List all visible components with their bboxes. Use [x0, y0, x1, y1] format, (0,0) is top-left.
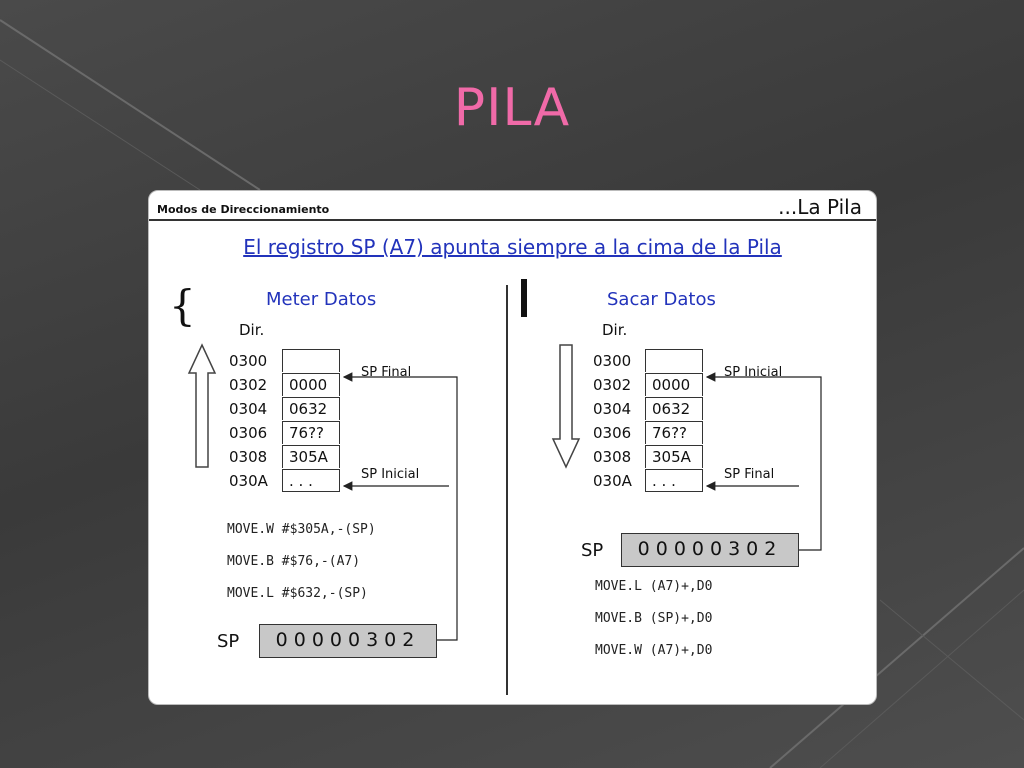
left-code-line: MOVE.L #$632,-(SP) — [227, 586, 368, 601]
right-pointer-top-label: SP Inicial — [724, 365, 783, 380]
left-address: 0304 — [229, 400, 268, 418]
left-stack-cell: 76?? — [282, 421, 340, 444]
right-code-line: MOVE.B (SP)+,D0 — [595, 611, 713, 626]
left-dir-label: Dir. — [239, 321, 265, 339]
left-sp-label: SP — [217, 631, 240, 652]
left-address: 030A — [229, 472, 268, 490]
panel-subtitle: El registro SP (A7) apunta siempre a la cima de la Pila — [243, 235, 782, 259]
left-pointer-top-label: SP Final — [361, 365, 412, 380]
left-sp-final-pointer — [344, 377, 457, 640]
right-stack-cell: 0632 — [645, 397, 703, 420]
right-stack-cell: 0000 — [645, 373, 703, 396]
right-sp-label: SP — [581, 540, 604, 561]
left-stack-cell: . . . — [282, 469, 340, 492]
right-dir-label: Dir. — [602, 321, 628, 339]
right-address: 030A — [593, 472, 632, 490]
left-stack-cell: 0632 — [282, 397, 340, 420]
left-address: 0306 — [229, 424, 268, 442]
right-address: 0304 — [593, 400, 632, 418]
right-pointer-bottom-label: SP Final — [724, 467, 775, 482]
right-address: 0308 — [593, 448, 632, 466]
right-stack-cell: . . . — [645, 469, 703, 492]
right-address: 0302 — [593, 376, 632, 394]
panel-header-right: ...La Pila — [778, 195, 862, 219]
left-address: 0300 — [229, 352, 268, 370]
right-sp-register: 00000302 — [621, 533, 799, 567]
left-sp-register: 00000302 — [259, 624, 437, 658]
right-column-title: Sacar Datos — [607, 289, 716, 310]
right-address: 0300 — [593, 352, 632, 370]
left-stack-cell: 305A — [282, 445, 340, 468]
right-code-line: MOVE.L (A7)+,D0 — [595, 579, 713, 594]
left-code-line: MOVE.B #$76,-(A7) — [227, 554, 361, 569]
right-sp-initial-pointer — [707, 377, 821, 550]
left-column-title: Meter Datos — [266, 289, 377, 310]
diagram-panel — [148, 190, 877, 705]
right-stack-cell: 76?? — [645, 421, 703, 444]
left-pointer-bottom-label: SP Inicial — [361, 467, 420, 482]
right-stack-cell: 305A — [645, 445, 703, 468]
brace-glyph: { — [169, 281, 196, 330]
panel-header-left: Modos de Direccionamiento — [157, 203, 330, 216]
left-stack-cell: 0000 — [282, 373, 340, 396]
pointer-wires — [149, 191, 876, 704]
left-code-line: MOVE.W #$305A,-(SP) — [227, 522, 376, 537]
right-code-line: MOVE.W (A7)+,D0 — [595, 643, 713, 658]
slide-title: PILA — [453, 78, 571, 138]
left-address: 0308 — [229, 448, 268, 466]
left-address: 0302 — [229, 376, 268, 394]
right-address: 0306 — [593, 424, 632, 442]
